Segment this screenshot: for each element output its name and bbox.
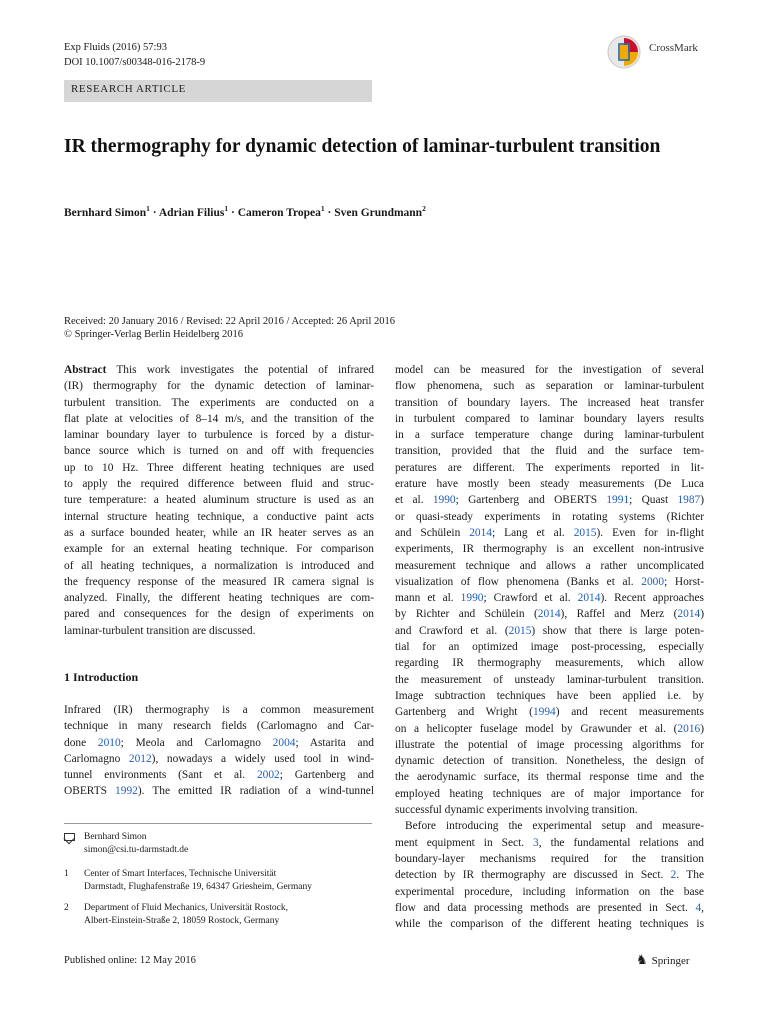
text-run: This work investigates the potential of infrared <box>106 364 374 376</box>
affiliation-line: Albert-Einstein-Straße 2, 18059 Rostock, Germany <box>84 915 280 926</box>
text-line <box>64 574 374 590</box>
text-run: on a helicopter fuselage model by Grawunder et al. ( <box>395 722 678 735</box>
citation-link[interactable]: 1991 <box>606 494 630 507</box>
springer-horse-icon: ♞ <box>636 952 648 967</box>
text-run: flat plate at velocities of 8–14 m/s, and the transition of the <box>64 412 374 425</box>
author-affiliation-mark: 1 <box>224 204 229 213</box>
author-affiliation-mark: 1 <box>146 204 150 213</box>
citation-link[interactable]: 1990 <box>460 592 484 605</box>
text-run: illustrate the potential of image processing algorithms for <box>395 738 704 751</box>
text-line <box>395 818 704 834</box>
text-line <box>64 492 374 508</box>
text-line <box>395 460 704 476</box>
paper-title: IR thermography for dynamic detection of laminar-turbulent transition <box>64 136 661 157</box>
text-line <box>395 884 704 900</box>
text-line <box>395 867 704 883</box>
text-line <box>64 623 374 639</box>
crossmark-label: CrossMark <box>649 42 698 54</box>
citation-link[interactable]: 4 <box>695 901 702 914</box>
text-line <box>395 802 704 818</box>
text-run: ; Meola and Carlomagno <box>120 736 273 749</box>
text-run: and Schülein <box>395 526 470 539</box>
text-line <box>64 395 374 411</box>
corresponding-email[interactable]: simon@csi.tu-darmstadt.de <box>84 844 189 855</box>
text-line <box>64 509 374 525</box>
text-run: dynamic detection of transition. Nonetheless, the design of <box>395 755 704 768</box>
text-run: regarding IR thermography measurements, which allow <box>395 657 704 670</box>
text-run: flow and data processing methods are presented in Sect. <box>395 901 696 914</box>
affiliation-line: Department of Fluid Mechanics, Universität Rostock, <box>84 903 288 913</box>
text-line <box>395 916 704 932</box>
affiliation-mark: 2 <box>64 903 69 913</box>
text-line <box>395 623 704 639</box>
text-line <box>395 900 704 916</box>
text-run: ) <box>700 608 704 621</box>
citation-link[interactable]: 3 <box>533 836 539 849</box>
author-affiliation-mark: 2 <box>422 204 426 213</box>
author-name[interactable]: Sven Grundmann <box>334 206 423 219</box>
corresponding-name: Bernhard Simon <box>84 832 147 842</box>
text-line <box>395 525 704 541</box>
text-line <box>395 835 704 851</box>
text-line <box>395 769 704 785</box>
text-run: tial for an optimized image post-processing, especially <box>395 641 704 654</box>
journal-meta <box>64 40 205 70</box>
text-line <box>395 590 704 606</box>
text-run: successful dynamic experiments involving transition. <box>395 804 638 817</box>
text-run: or quasi-steady experiments in rotating systems (Richter <box>395 510 704 523</box>
text-run: up to 10 Hz. Three different heating techniques are used <box>64 461 374 474</box>
text-line <box>395 492 704 508</box>
author-name[interactable]: Adrian Filius <box>158 206 225 219</box>
text-line <box>395 509 704 525</box>
text-line <box>395 574 704 590</box>
text-run: example for an external heating technique. For comparison <box>64 543 374 556</box>
text-run: , <box>701 901 704 914</box>
text-run: visualization of flow phenomena (Banks et al. <box>395 575 642 588</box>
citation-link[interactable]: 2014 <box>677 608 701 621</box>
text-run: erature have mostly been steady measurements (De Luca <box>395 478 704 491</box>
text-run: Infrared (IR) thermography is a common measurement <box>64 704 374 716</box>
text-run: ) and recent measurements <box>555 706 704 719</box>
text-line <box>64 558 374 574</box>
text-line <box>395 688 704 704</box>
abstract-heading: Abstract <box>64 364 107 376</box>
introduction-text <box>64 702 374 800</box>
text-run: done <box>64 736 98 749</box>
publisher-logo <box>636 952 690 968</box>
text-line <box>64 718 374 734</box>
text-run: ). Even for in-flight <box>596 526 704 539</box>
text-run: ) show that there is large poten- <box>531 624 705 637</box>
text-run: by Richter and Schülein ( <box>395 608 538 621</box>
citation-link[interactable]: 2 <box>670 869 677 882</box>
text-run: in a surface temperature change during laminar-turbulent <box>395 429 704 442</box>
journal-citation: Exp Fluids (2016) 57:93 <box>64 42 167 53</box>
text-run: laminar boundary layer to turbulence is forced by a distur- <box>64 429 374 442</box>
text-run: measurement technique and allows a rather uncomplicated <box>395 559 704 572</box>
text-line <box>64 541 374 557</box>
text-run: internal structure heating technique, a conductive paint acts <box>64 510 374 523</box>
text-line <box>64 427 374 443</box>
text-run: bance source which is turned on and off with frequencies <box>64 445 374 458</box>
crossmark-icon <box>606 34 642 70</box>
text-run: ; Lang et al. <box>492 526 574 539</box>
text-line <box>64 702 374 718</box>
citation-link[interactable]: 1992 <box>115 785 138 798</box>
author-name[interactable]: Cameron Tropea <box>237 206 321 219</box>
copyright: © Springer-Verlag Berlin Heidelberg 2016 <box>64 329 244 340</box>
text-run: employed heating techniques are of major importance for <box>395 787 704 800</box>
text-run: et al. <box>395 494 433 507</box>
text-run: transition, provided that the fluid and the surface tem- <box>395 445 704 458</box>
text-line <box>395 378 704 394</box>
text-line <box>395 362 704 378</box>
text-line <box>64 606 374 622</box>
text-run: laminar-turbulent transition are discussed. <box>64 624 256 637</box>
text-run: to apply the required difference between fluid and struc- <box>64 478 374 491</box>
text-run: technique in many research fields (Carlomagno and Car- <box>64 720 374 733</box>
text-line <box>395 704 704 720</box>
citation-link[interactable]: 2002 <box>256 769 280 782</box>
text-run: ). The emitted IR radiation of a wind-tunnel <box>137 785 374 798</box>
text-run: experimental procedure, including information on the base <box>395 885 704 898</box>
text-line <box>64 443 374 459</box>
citation-link[interactable]: 2014 <box>469 526 492 539</box>
text-line <box>395 427 704 443</box>
article-type: RESEARCH ARTICLE <box>71 83 186 95</box>
article-type-band <box>64 80 372 102</box>
citation-link[interactable]: 2010 <box>97 736 121 749</box>
text-run: ; Horst- <box>664 575 704 588</box>
text-line <box>64 411 374 427</box>
text-run: ; Gartenberg and <box>279 769 375 782</box>
text-line <box>395 606 704 622</box>
affiliation-line: Darmstadt, Flughafenstraße 19, 64347 Griesheim, Germany <box>84 881 312 892</box>
citation-link[interactable]: 2012 <box>128 752 152 765</box>
received-revised-accepted: Received: 20 January 2016 / Revised: 22 April 2016 / Accepted: 26 April 2016 <box>64 316 395 327</box>
text-line <box>395 443 704 459</box>
text-run: pared and consequences for the design of experiments on <box>64 608 374 621</box>
text-line <box>64 783 374 799</box>
text-line <box>395 721 704 737</box>
published-online: Published online: 12 May 2016 <box>64 955 196 966</box>
author-separator: · <box>228 206 238 219</box>
text-run: ). Recent approaches <box>600 592 704 605</box>
text-line <box>64 590 374 606</box>
text-run: while the comparison of the different heating techniques is <box>395 918 704 931</box>
envelope-icon <box>64 833 75 841</box>
text-run: mann et al. <box>395 592 461 605</box>
text-run: (IR) thermography for the dynamic detection of laminar- <box>64 380 374 393</box>
text-run: experiments, IR thermography is an excellent non-intrusive <box>395 543 704 556</box>
text-run: ture temperature: a heated aluminum structure is used as an <box>64 494 374 507</box>
text-run: Gartenberg and Wright ( <box>395 706 533 719</box>
text-run: transition of boundary layers. The increased heat transfer <box>395 396 704 409</box>
text-line <box>64 378 374 394</box>
text-run: peratures are different. The experiments reported in lit- <box>395 461 704 474</box>
text-line <box>395 786 704 802</box>
publisher-name: Springer <box>651 955 690 967</box>
text-run: in turbulent compared to laminar boundary layers results <box>395 412 704 425</box>
citation-link[interactable]: 2014 <box>537 608 561 621</box>
text-line <box>64 362 374 378</box>
text-run: ), Raffel and Merz ( <box>560 608 678 621</box>
citation-link[interactable]: 1994 <box>532 706 556 719</box>
text-run: Carlomagno <box>64 752 129 765</box>
text-run: . The <box>676 869 705 882</box>
text-run: ; Crawford et al. <box>483 592 578 605</box>
text-line <box>395 558 704 574</box>
author-name[interactable]: Bernhard Simon <box>64 206 147 219</box>
text-line <box>64 476 374 492</box>
text-line <box>395 639 704 655</box>
text-line <box>395 737 704 753</box>
author-affiliation-mark: 1 <box>320 204 325 213</box>
affiliation-mark: 1 <box>64 869 69 879</box>
text-line <box>395 851 704 867</box>
publication-dates <box>64 315 395 341</box>
text-line <box>395 655 704 671</box>
author-separator: · <box>324 206 335 219</box>
author-list <box>64 204 426 219</box>
text-line <box>395 753 704 769</box>
text-run: model can be measured for the investigation of several <box>395 364 704 376</box>
text-line <box>395 476 704 492</box>
text-run: analyzed. Finally, the different heating techniques are com- <box>64 592 374 605</box>
citation-link[interactable]: 2015 <box>508 624 532 637</box>
text-line <box>395 672 704 688</box>
abstract <box>64 362 374 639</box>
text-line <box>395 395 704 411</box>
text-run: ), nowadays a widely used tool in wind- <box>151 752 375 765</box>
text-run: flow phenomena, such as separation or laminar-turbulent <box>395 380 704 393</box>
text-run: the aerodynamic surface, its thermal response time and the <box>395 771 704 784</box>
text-run: the measurement of unsteady laminar-turbulent transition. <box>395 673 704 686</box>
text-run: and Crawford et al. ( <box>395 624 509 637</box>
citation-link[interactable]: 2000 <box>641 575 665 588</box>
text-run: boundary-layer mechanisms required for the transition <box>395 852 704 865</box>
footnote-rule <box>64 823 372 824</box>
text-line <box>395 411 704 427</box>
citation-link[interactable]: 1987 <box>677 494 701 507</box>
text-line <box>64 767 374 783</box>
text-run: ; Gartenberg and OBERTS <box>455 494 607 507</box>
text-run: ment equipment in Sect. <box>395 836 534 849</box>
affiliation-line: Center of Smart Interfaces, Technische Universität <box>84 869 277 879</box>
text-run: ) <box>700 722 704 735</box>
citation-link[interactable]: 2004 <box>272 736 296 749</box>
crossmark-badge[interactable] <box>606 34 726 66</box>
doi[interactable]: DOI 10.1007/s00348-016-2178-9 <box>64 57 206 68</box>
text-run: as a surface bounded heater, while an IR heater serves as an <box>64 526 374 539</box>
citation-link[interactable]: 1990 <box>432 494 456 507</box>
text-run: Image subtraction techniques have been applied i.e. by <box>395 689 704 702</box>
text-line <box>64 735 374 751</box>
citation-link[interactable]: 2014 <box>577 592 601 605</box>
text-run: Before introducing the experimental setup and measure- <box>405 820 704 833</box>
citation-link[interactable]: 2016 <box>677 722 701 735</box>
text-run: tunnel environments (Sant et al. <box>64 769 257 782</box>
text-run: ; Quast <box>629 494 678 507</box>
text-run: turbulent transition. The experiments are conducted on a <box>64 396 374 409</box>
text-run: ) <box>700 494 705 507</box>
text-run: ; Astarita and <box>295 736 374 749</box>
text-run: the frequency response of the measured IR camera signal is <box>64 575 374 588</box>
text-line <box>64 460 374 476</box>
section-heading-introduction: 1 Introduction <box>64 670 139 684</box>
text-run: , the fundamental relations and <box>538 836 704 849</box>
text-run: OBERTS <box>64 785 116 798</box>
right-column-text <box>395 362 704 932</box>
author-separator: · <box>149 206 159 219</box>
text-line <box>395 541 704 557</box>
citation-link[interactable]: 2015 <box>573 526 597 539</box>
text-line <box>64 751 374 767</box>
text-run: detection by IR thermography are discussed in Sect. <box>395 869 671 882</box>
text-run: of all heating techniques, a normalization is introduced and <box>64 559 374 572</box>
text-line <box>64 525 374 541</box>
